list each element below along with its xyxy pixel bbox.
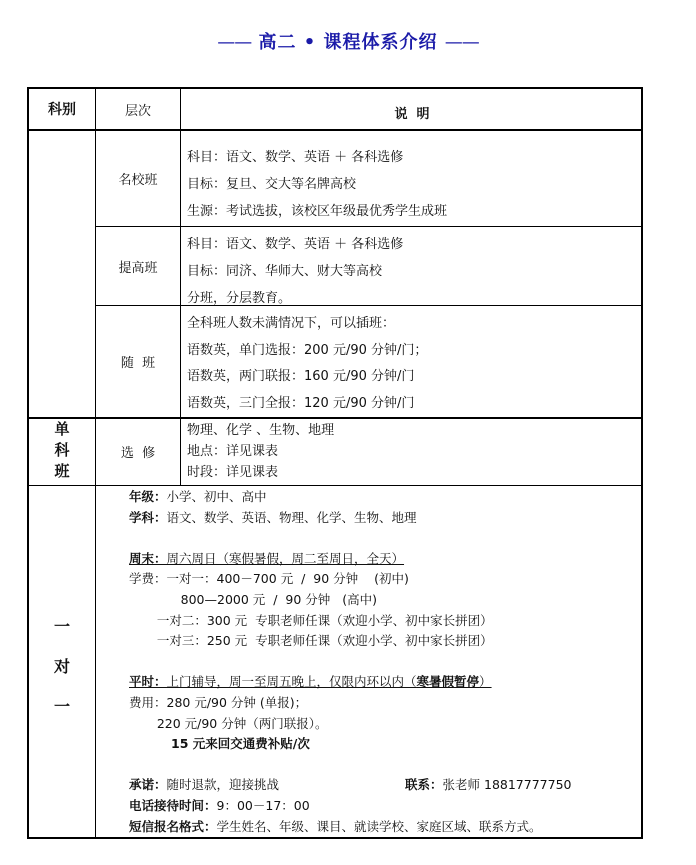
subject-single: 单 科 班 <box>54 420 70 480</box>
weekday-bold: 寒暑假暂停 <box>416 674 480 690</box>
weekday-end: ） <box>479 674 492 690</box>
title-dash-left: —— <box>217 32 252 53</box>
weekend-label: 周末： <box>129 550 167 566</box>
course-table <box>27 87 643 839</box>
title-dash-right: —— <box>444 32 479 53</box>
desc-line: 科目：语文、数学、英语 ＋ 各科选修 <box>187 150 404 165</box>
subsidy: 15 元来回交通费补贴/次 <box>171 736 310 752</box>
promise-label: 承诺： <box>129 777 167 793</box>
hotline-label: 电话接待时间： <box>129 797 217 813</box>
subject-one-on-one: 一 对 一 <box>53 617 70 716</box>
contact-label: 联系： <box>405 777 443 793</box>
hotline-value: 9：00－17：00 <box>216 797 310 813</box>
fee-line: 800—2000 元 / 90 分钟 (高中) <box>129 591 377 607</box>
fee-line: 一对二：300 元 专职老师任课（欢迎小学、初中家长拼团） <box>129 612 493 628</box>
subject-value: 语文、数学、英语、物理、化学、生物、地理 <box>166 509 417 525</box>
page-title <box>0 28 696 54</box>
subject-label: 学科： <box>129 509 167 525</box>
title-text: 高二 • 课程体系介绍 <box>258 32 438 53</box>
desc-line: 物理、化学 、生物、地理 <box>187 423 335 438</box>
cost-line: 费用：280 元/90 分钟 (单报)； <box>129 694 308 710</box>
row-divider-4 <box>29 485 641 486</box>
desc-line: 生源：考试选拔，该校区年级最优秀学生成班 <box>187 204 448 219</box>
desc-line: 分班，分层教育。 <box>187 291 292 306</box>
level-mingxiao: 名校班 <box>118 172 158 188</box>
sms-value: 学生姓名、年级、课目、就读学校、家庭区域、联系方式。 <box>216 818 542 834</box>
desc-tigao <box>187 231 403 312</box>
desc-line: 目标：同济、华师大、财大等高校 <box>187 264 383 279</box>
weekday-label: 平时： <box>129 674 167 690</box>
fee-line: 学费：一对一：400－700 元 / 90 分钟 (初中) <box>129 571 409 587</box>
sms-label: 短信报名格式： <box>129 818 217 834</box>
desc-line: 语数英，三门全报：120 元/90 分钟/门 <box>187 395 415 411</box>
header-desc: 说 明 <box>394 106 430 122</box>
cost-line: 220 元/90 分钟（两门联报）。 <box>129 715 328 731</box>
weekend-value: 周六周日（寒假暑假，周二至周日，全天） <box>166 550 405 566</box>
desc-line: 目标：复旦、交大等名牌高校 <box>187 177 357 192</box>
desc-line: 全科班人数未满情况下，可以插班： <box>187 316 396 331</box>
grade-value: 小学、初中、高中 <box>166 489 267 504</box>
promise-value: 随时退款，迎接挑战 <box>166 777 280 793</box>
desc-mingxiao <box>187 144 447 225</box>
desc-line: 语数英，单门选报：200 元/90 分钟/门； <box>187 342 428 358</box>
desc-line: 地点：详见课表 <box>187 444 279 459</box>
weekday-value: 上门辅导，周一至周五晚上，仅限内环以内（ <box>166 674 417 690</box>
header-level: 层次 <box>124 103 151 119</box>
contact-value: 张老师 18817777750 <box>442 777 572 793</box>
desc-line: 语数英，两门联报：160 元/90 分钟/门 <box>187 369 415 384</box>
level-tigao: 提高班 <box>118 260 158 276</box>
desc-xuanxiu <box>187 420 334 483</box>
desc-line: 时段：详见课表 <box>187 465 279 480</box>
level-xuanxiu: 选 修 <box>120 446 156 461</box>
desc-suiban <box>187 311 427 417</box>
level-suiban: 随 班 <box>120 356 156 371</box>
one-on-one-details <box>129 487 639 837</box>
header-subject: 科别 <box>48 102 76 118</box>
grade-label: 年级： <box>129 489 167 504</box>
desc-line: 科目：语文、数学、英语 ＋ 各科选修 <box>187 237 404 252</box>
fee-line: 一对三：250 元 专职老师任课（欢迎小学、初中家长拼团） <box>129 633 493 649</box>
col-divider-2-single <box>180 417 181 485</box>
